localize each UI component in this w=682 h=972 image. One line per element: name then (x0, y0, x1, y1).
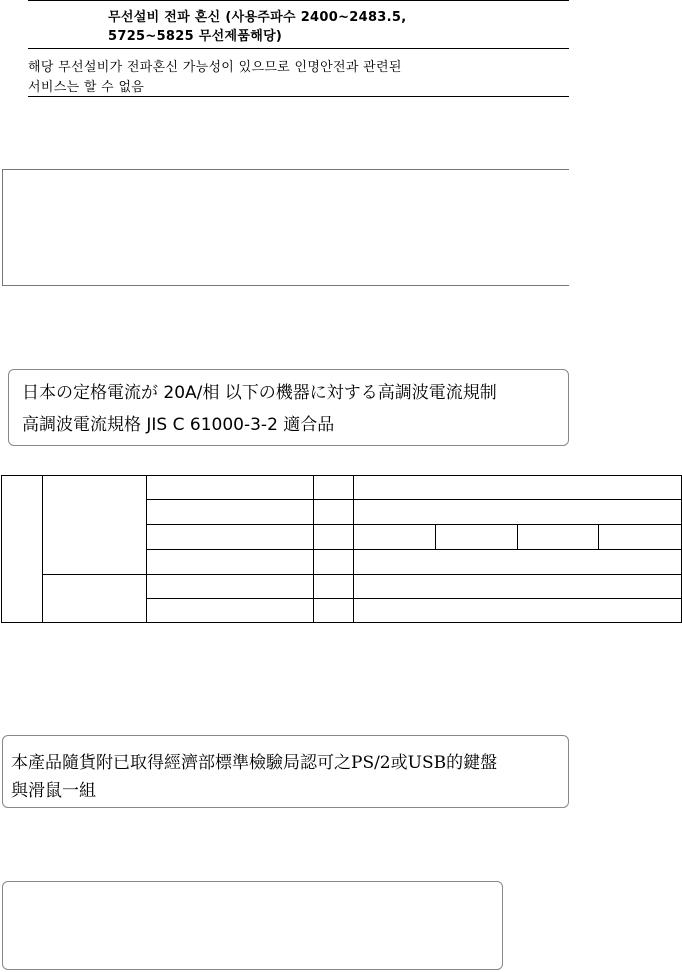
table-col-sep-1 (42, 475, 43, 623)
korean-notice-divider (28, 48, 569, 49)
korean-notice (0, 0, 682, 100)
korean-notice-body-line-1: 해당 무선설비가 전파혼신 가능성이 있으므로 인명안전과 관련된 (28, 60, 402, 75)
chinese-notice (2, 735, 569, 808)
korean-notice-title-line-1: 무선설비 전파 혼신 (사용주파수 2400~2483.5, (108, 10, 407, 25)
japanese-notice (8, 369, 569, 446)
table-row-line-3 (146, 549, 681, 550)
table-bottom-border (1, 622, 681, 623)
japanese-notice-line-2: 高調波電流規格 JIS C 61000-3-2 適合品 (22, 415, 335, 435)
table-subcol-2 (517, 524, 518, 549)
empty-rounded-box (2, 881, 503, 970)
japanese-notice-line-1: 日本の定格電流が 20A/相 以下の機器に対する高調波電流規制 (22, 383, 497, 403)
table-row-line-2 (146, 524, 681, 525)
empty-grid-table (0, 475, 682, 625)
chinese-notice-line-2: 與滑鼠一組 (11, 781, 96, 801)
table-left-border (1, 475, 2, 623)
table-row-line-1 (146, 499, 681, 500)
table-group-line (42, 574, 681, 575)
table-top-border (1, 475, 681, 476)
chinese-notice-line-1: 本產品隨貨附已取得經濟部標準檢驗局認可之PS/2或USB的鍵盤 (11, 753, 498, 773)
korean-notice-title-line-2: 5725~5825 무선제품해당) (108, 29, 283, 44)
table-row-line-5 (146, 598, 681, 599)
korean-notice-body-line-2: 서비스는 할 수 없음 (28, 80, 145, 95)
table-subcol-3 (598, 524, 599, 549)
korean-notice-top-rule (28, 0, 569, 1)
table-subcol-1 (435, 524, 436, 549)
empty-label-box (2, 169, 569, 286)
korean-notice-bottom-rule (28, 96, 569, 97)
